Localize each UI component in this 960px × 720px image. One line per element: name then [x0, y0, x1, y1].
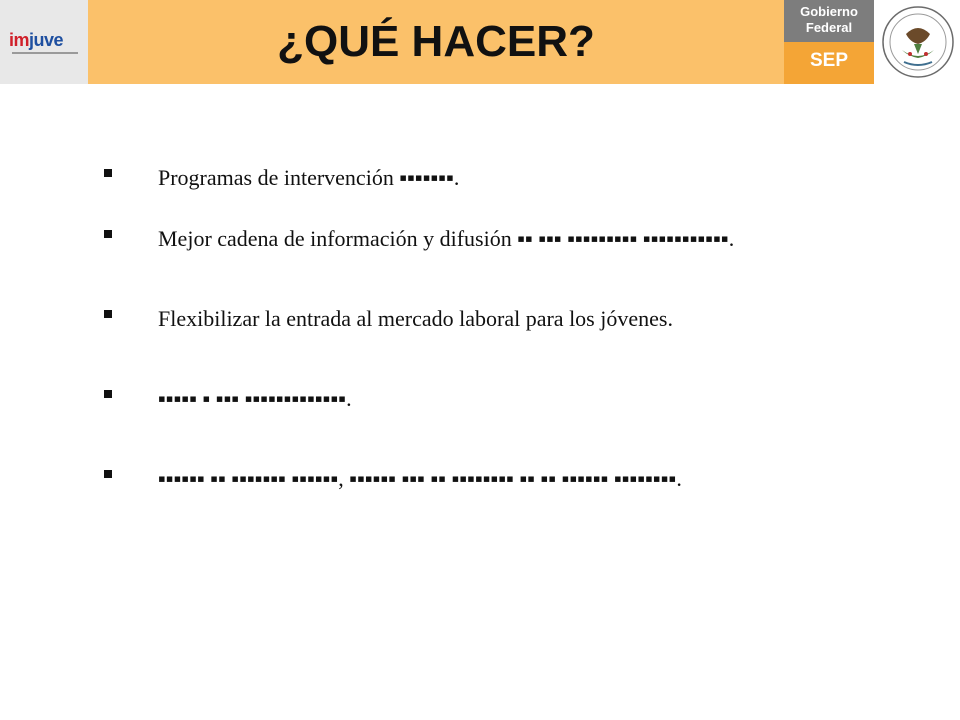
list-item: [100, 210, 820, 268]
bullet-text: Programas de intervención ▪▪▪▪▪▪▪.: [158, 165, 460, 190]
square-bullet-icon: [104, 230, 112, 238]
bullet-text: Mejor cadena de información y difusión ▪▪ ▪▪▪ ▪▪▪▪▪▪▪▪▪ ▪▪▪▪▪▪▪▪▪▪▪.: [158, 226, 735, 251]
list-item: [100, 450, 820, 508]
bullet-text: ▪▪▪▪▪▪ ▪▪ ▪▪▪▪▪▪▪ ▪▪▪▪▪▪, ▪▪▪▪▪▪ ▪▪▪ ▪▪ ▪▪▪▪▪▪▪▪ ▪▪ ▪▪ ▪▪▪▪▪▪ ▪▪▪▪▪▪▪▪.: [158, 466, 682, 491]
square-bullet-icon: [104, 169, 112, 177]
title-band: [88, 0, 784, 84]
list-item: [100, 154, 820, 202]
bullet-text: Flexibilizar la entrada al mercado laboral para los jóvenes.: [158, 306, 673, 331]
sep-label: SEP: [809, 50, 849, 71]
gob-line2: Federal: [805, 20, 853, 35]
header: [0, 0, 960, 84]
imjuve-logo-underline: [12, 52, 78, 54]
sep-logo: [784, 42, 874, 84]
square-bullet-icon: [104, 470, 112, 478]
list-item: [100, 290, 820, 348]
list-item: [100, 370, 820, 428]
gob-line1: Gobierno: [800, 4, 858, 19]
bullet-list: [100, 154, 820, 530]
mexican-coat-of-arms-icon: [880, 4, 956, 80]
imjuve-logo-text: imjuve: [9, 30, 64, 50]
page-title: ¿QUÉ HACER?: [277, 17, 595, 66]
square-bullet-icon: [104, 310, 112, 318]
gobierno-federal-logo: [784, 0, 874, 42]
square-bullet-icon: [104, 390, 112, 398]
bullet-text: ▪▪▪▪▪ ▪ ▪▪▪ ▪▪▪▪▪▪▪▪▪▪▪▪▪.: [158, 386, 352, 411]
imjuve-logo: [0, 0, 88, 84]
